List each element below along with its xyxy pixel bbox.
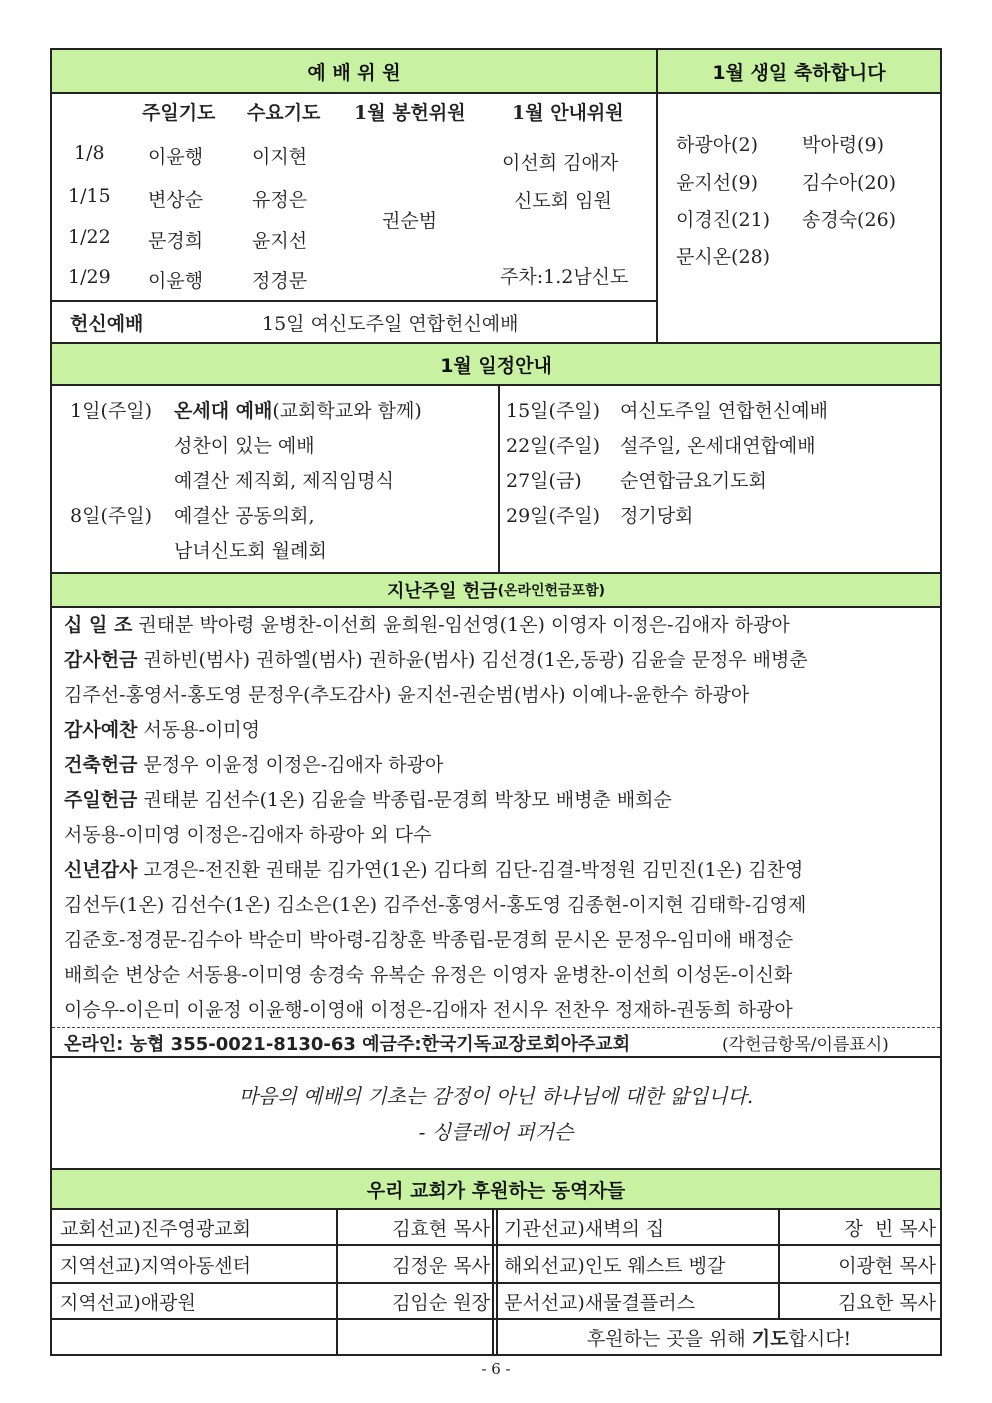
- row-sunday-prayer: 변상순: [148, 189, 204, 211]
- offering-line: [64, 888, 932, 923]
- offering-line: [64, 993, 932, 1028]
- schedule-left-text: 예결산 공동의회,: [174, 505, 315, 527]
- worship-committee-header: [52, 50, 656, 92]
- schedule-right-text: 정기당회: [620, 505, 694, 527]
- supporter-organization: 기관선교)새벽의 집: [504, 1217, 665, 1240]
- row-wednesday-prayer: 유정은: [252, 189, 308, 211]
- schedule-left-item: [174, 396, 422, 423]
- offering-line: [64, 713, 932, 748]
- offering-names: 서동용-이미영 이정은-김애자 하광아 외 다수: [64, 824, 432, 846]
- parking-note: 주차:1.2남신도: [500, 266, 629, 288]
- supporter-person: 장 빈 목사: [844, 1217, 936, 1240]
- schedule-left-text: 남녀신도회 월례회: [174, 540, 327, 562]
- column-sunday-prayer: 주일기도: [142, 102, 216, 124]
- schedule-left-bold: 온세대 예배: [174, 400, 273, 422]
- birthday-title: 1월 생일 축하합니다: [712, 61, 886, 84]
- supporter-organization: 지역선교)애광원: [60, 1291, 196, 1314]
- divider: [498, 386, 500, 572]
- offering-line: [64, 958, 932, 993]
- schedule-left-text: 예결산 제직회, 제직임명식: [174, 470, 395, 492]
- supporters-title: 우리 교회가 후원하는 동역자들: [366, 1179, 626, 1202]
- offering-category: 건축헌금: [64, 754, 138, 776]
- schedule-left-date: 8일(주일): [70, 505, 152, 527]
- offering-title: 지난주일 헌금: [386, 581, 498, 602]
- offering-member: 권순범: [382, 210, 438, 232]
- prayer-note-end: 합시다!: [788, 1327, 852, 1350]
- row-date: 1/29: [68, 266, 111, 288]
- row-wednesday-prayer: 정경문: [252, 270, 308, 292]
- offering-names: 배희순 변상순 서동용-이미영 송경숙 유복순 유정은 이영자 윤병찬-이선희 이성돈-이신화: [64, 964, 793, 986]
- offering-category: 주일헌금: [64, 789, 138, 811]
- bulletin-page-frame: [50, 48, 942, 1356]
- schedule-right-date: 22일(주일): [506, 435, 601, 457]
- offering-line: [64, 923, 932, 958]
- supporter-person: 김정운 목사: [392, 1254, 490, 1277]
- offering-names: 이승우-이은미 이윤정 이윤행-이영애 이정은-김애자 전시우 전찬우 정재하-권동희 하광아: [64, 999, 793, 1021]
- offering-line: [64, 853, 932, 888]
- offering-names: 권태분 박아령 윤병찬-이선희 윤희원-임선영(1온) 이영자 이정은-김애자 하광아: [132, 614, 790, 636]
- supporter-person: 김효현 목사: [392, 1217, 490, 1240]
- offering-title-note: (온라인헌금포함): [497, 583, 606, 599]
- supporter-organization: 해외선교)인도 웨스트 벵갈: [504, 1254, 726, 1277]
- supporter-organization: 문서선교)새물결플러스: [504, 1291, 695, 1314]
- offering-names: 김선두(1온) 김선수(1온) 김소은(1온) 김주선-홍영서-홍도영 김종현-이지현 김태학-김영제: [64, 894, 807, 916]
- divider: [52, 1056, 940, 1058]
- divider: [52, 384, 940, 386]
- schedule-right-date: 29일(주일): [506, 505, 601, 527]
- supporter-person: 이광현 목사: [838, 1254, 936, 1277]
- divider: [656, 50, 658, 344]
- row-wednesday-prayer: 이지현: [252, 146, 308, 168]
- offering-line: [64, 643, 932, 678]
- birthday-name: 송경숙(26): [802, 209, 897, 231]
- divider: [52, 92, 940, 94]
- offering-line: [64, 748, 932, 783]
- dashed-divider: [52, 1027, 940, 1028]
- offering-category: 신년감사: [64, 859, 138, 881]
- supporter-organization: 지역선교)지역아동센터: [60, 1254, 251, 1277]
- row-date: 1/8: [74, 142, 105, 164]
- offering-line: [64, 678, 932, 713]
- online-note: (각헌금항목/이름표시): [722, 1035, 889, 1055]
- prayer-note: [498, 1320, 940, 1354]
- birthday-name: 하광아(2): [676, 134, 758, 156]
- birthday-name: 문시온(28): [676, 246, 771, 268]
- quote-author: - 싱클레어 퍼거슨: [418, 1120, 574, 1144]
- schedule-left-date: 1일(주일): [70, 400, 152, 422]
- row-sunday-prayer: 문경희: [148, 230, 204, 252]
- offering-names: 김준호-정경문-김수아 박순미 박아령-김창훈 박종립-문경희 문시온 문정우-임미애 배정순: [64, 929, 794, 951]
- column-wednesday-prayer: 수요기도: [247, 102, 321, 124]
- quote-text: 마음의 예배의 기초는 감정이 아닌 하나님에 대한 앎입니다.: [238, 1084, 754, 1108]
- column-offering-committee: 1월 봉헌위원: [354, 102, 466, 124]
- birthday-name: 윤지선(9): [676, 172, 758, 194]
- schedule-header: [52, 344, 940, 384]
- offering-line: [64, 783, 932, 818]
- offering-names: 권태분 김선수(1온) 김윤슬 박종립-문경희 박창모 배병춘 배희순: [137, 789, 672, 811]
- birthday-name: 박아령(9): [802, 134, 884, 156]
- prayer-note-bold: 기도: [751, 1327, 789, 1350]
- offering-names: 김주선-홍영서-홍도영 문정우(추도감사) 윤지선-권순범(범사) 이예나-윤한수 하광아: [64, 684, 750, 706]
- schedule-left-text: (교회학교와 함께): [272, 400, 422, 422]
- offering-category: 십 일 조: [64, 614, 133, 636]
- online-account: 온라인: 농협 355-0021-8130-63 예금주:한국기독교장로회아주교회: [64, 1034, 631, 1055]
- row-sunday-prayer: 이윤행: [148, 270, 204, 292]
- schedule-right-date: 27일(금): [506, 470, 582, 492]
- schedule-right-text: 설주일, 온세대연합예배: [620, 435, 816, 457]
- birthday-name: 이경진(21): [676, 209, 771, 231]
- offering-names: 고경은-전진환 권태분 김가연(1온) 김다희 김단-김결-박정원 김민진(1온) 김찬영: [137, 859, 804, 881]
- schedule-title: 1월 일정안내: [440, 354, 552, 377]
- offering-category: 감사예찬: [64, 719, 138, 741]
- row-date: 1/15: [68, 185, 111, 207]
- birthday-name: 김수아(20): [802, 172, 897, 194]
- column-ushers: 1월 안내위원: [512, 102, 624, 124]
- supporters-header: [52, 1170, 940, 1208]
- divider: [492, 1210, 494, 1356]
- divider: [52, 300, 656, 302]
- schedule-left-text: 성찬이 있는 예배: [174, 435, 315, 457]
- worship-committee-title: 예 배 위 원: [307, 61, 401, 84]
- offering-names: 서동용-이미영: [137, 719, 261, 741]
- row-sunday-prayer: 이윤행: [148, 146, 204, 168]
- dedication-label: 헌신예배: [70, 313, 144, 335]
- row-date: 1/22: [68, 226, 111, 248]
- schedule-right-text: 여신도주일 연합헌신예배: [620, 400, 828, 422]
- schedule-right-text: 순연합금요기도회: [620, 470, 767, 492]
- offering-category: 감사헌금: [64, 649, 138, 671]
- dedication-text: 15일 여신도주일 연합헌신예배: [262, 313, 519, 335]
- offering-names: 문정우 이윤정 이정은-김애자 하광아: [137, 754, 444, 776]
- offering-line: [64, 818, 932, 853]
- schedule-right-date: 15일(주일): [506, 400, 601, 422]
- supporter-person: 김요한 목사: [838, 1291, 936, 1314]
- birthday-header: [658, 50, 940, 92]
- offering-list: [64, 608, 932, 1028]
- page-number: - 6 -: [481, 1360, 511, 1378]
- ushers-line1: 이선희 김애자: [502, 152, 619, 174]
- row-wednesday-prayer: 윤지선: [252, 230, 308, 252]
- prayer-note-start: 후원하는 곳을 위해: [586, 1327, 752, 1350]
- supporter-person: 김임순 원장: [392, 1291, 490, 1314]
- supporter-organization: 교회선교)진주영광교회: [60, 1217, 251, 1240]
- offering-line: [64, 608, 932, 643]
- ushers-line2: 신도회 임원: [514, 190, 612, 212]
- offering-header: [52, 574, 940, 606]
- offering-names: 권하빈(범사) 권하엘(범사) 권하윤(범사) 김선경(1온,동광) 김윤슬 문정우 배병춘: [137, 649, 808, 671]
